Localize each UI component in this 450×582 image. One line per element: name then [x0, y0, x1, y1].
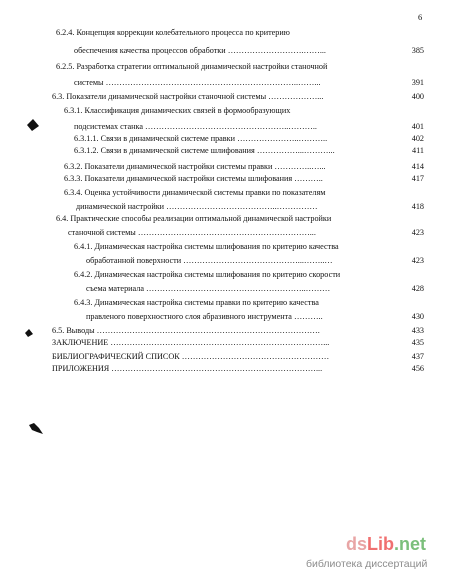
toc-entry: 6.5. Выводы ………………………………………………………………………. — [52, 326, 320, 335]
toc-entry: 6.2.5. Разработка стратегии оптимальной динамической настройки станочной — [56, 62, 328, 71]
toc-page-number: 428 — [411, 284, 424, 293]
watermark-logo-net: .net — [394, 534, 427, 554]
watermark-subtitle: библиотека диссертаций — [306, 558, 428, 570]
toc-page-number: 435 — [411, 338, 424, 347]
toc-page-number: 423 — [411, 256, 424, 265]
toc-page-number: 417 — [411, 174, 424, 183]
watermark-logo — [346, 534, 426, 555]
toc-entry: системы ……………………………………………………………..……... — [74, 78, 321, 87]
toc-entry: ЗАКЛЮЧЕНИЕ ……………………………………………………………………... — [52, 338, 330, 347]
toc-entry: 6.4. Практические способы реализации оптимальной динамической настройки — [56, 214, 332, 223]
toc-entry: правленого поверхностного слоя абразивного инструмента ……….. — [86, 312, 323, 321]
toc-entry: ПРИЛОЖЕНИЯ …………………………………………………………………... — [52, 364, 323, 373]
toc-page-number: 385 — [411, 46, 424, 55]
toc-entry: 6.3. Показатели динамической настройки станочной системы ………………... — [52, 92, 324, 101]
toc-entry: 6.3.1.1. Связи в динамической системе правки …………………..……….. — [74, 134, 328, 143]
toc-entry: БИБЛИОГРАФИЧЕСКИЙ СПИСОК ……………………………………………… — [52, 352, 330, 361]
watermark-logo-lib: Lib — [367, 534, 395, 554]
toc-page-number: 430 — [411, 312, 424, 321]
toc-entry: обеспечения качества процессов обработки ……………………….……... — [74, 46, 326, 55]
toc-page-number: 411 — [412, 146, 424, 155]
toc-entry: динамической настройки …………………………………..…………… — [76, 202, 318, 211]
toc-page-number: 391 — [411, 78, 424, 87]
toc-page-number: 437 — [411, 352, 424, 361]
toc-page-number: 418 — [411, 202, 424, 211]
scan-mark-icon — [28, 422, 44, 436]
toc-entry: 6.3.1.2. Связи в динамической системе шлифования ……………...………... — [74, 146, 335, 155]
toc-entry: 6.4.3. Динамическая настройка системы правки по критерию качества — [74, 298, 319, 307]
toc-page-number: 423 — [411, 228, 424, 237]
toc-page-number: 400 — [411, 92, 424, 101]
toc-entry: 6.3.1. Классификация динамических связей в формообразующих — [64, 106, 291, 115]
scan-mark-icon — [26, 118, 40, 132]
toc-entry: 6.4.2. Динамическая настройка системы шлифования по критерию скорости — [74, 270, 341, 279]
watermark-logo-ds: ds — [346, 534, 368, 554]
toc-entry: подсистемах станка ……………………………………………..……….. — [74, 122, 317, 131]
page-number: 6 — [418, 12, 423, 22]
toc-entry: обработанной поверхности ……………………………………...……..… — [86, 256, 333, 265]
toc-page-number: 456 — [411, 364, 424, 373]
toc-entry: 6.4.1. Динамическая настройка системы шлифования по критерию качества — [74, 242, 339, 251]
toc-page-number: 401 — [411, 122, 424, 131]
scan-mark-icon — [24, 328, 34, 338]
toc-entry: 6.3.3. Показатели динамической настройки системы шлифования ……….. — [64, 174, 323, 183]
toc-entry: 6.3.2. Показатели динамической настройки системы правки …………..…... — [64, 162, 326, 171]
toc-entry: 6.2.4. Концепция коррекции колебательного процесса по критерию — [56, 28, 290, 37]
toc-page-number: 402 — [411, 134, 424, 143]
toc-entry: 6.3.4. Оценка устойчивости динамической системы правки по показателям — [64, 188, 326, 197]
toc-entry: станочной системы ………………………………………………………... — [68, 228, 316, 237]
toc-page-number: 414 — [411, 162, 424, 171]
toc-page-number: 433 — [411, 326, 424, 335]
toc-entry: съема материала …………………………………………………..……… — [86, 284, 331, 293]
